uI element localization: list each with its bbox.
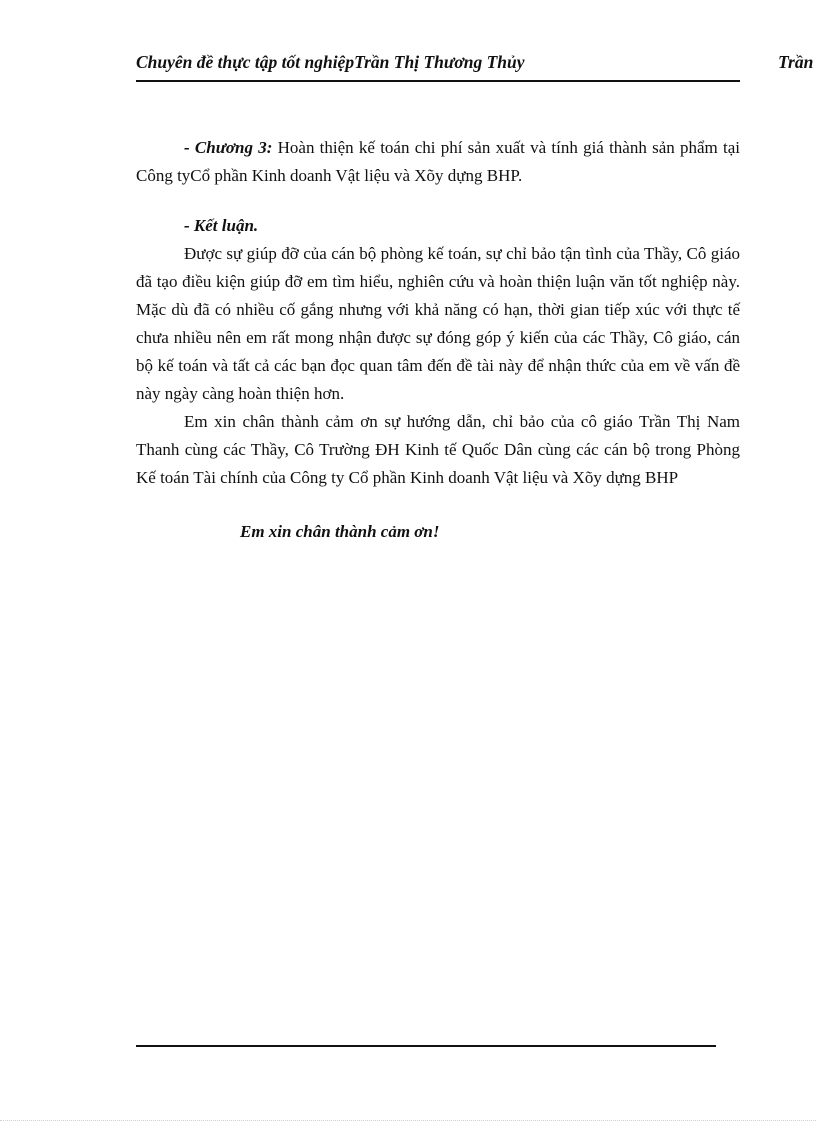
conclusion-heading-text: - Kết luận. <box>184 216 259 235</box>
chapter3-text: Hoàn thiện kế toán chi phí sản xuất và tính giá thành sản phẩm tại Công tyCổ phần Kinh doanh Vật liệu và Xõy dựng BHP. <box>136 138 741 185</box>
chapter3-label: - Chương 3: <box>184 138 273 157</box>
conclusion-paragraph-1: Được sự giúp đỡ của cán bộ phòng kế toán, sự chỉ bảo tận tình của Thầy, Cô giáo đã tạo điều kiện giúp đỡ em tìm hiểu, nghiên cứu và hoàn thiện luận văn tốt nghiệp này. Mặc dù đã có nhiều cố gắng nhưng với khả năng có hạn, thời gian tiếp xúc với thực tế chưa nhiều nên em rất mong nhận được sự đóng góp ý kiến của các Thầy, Cô giáo, cán bộ kế toán và tất cả các bạn đọc quan tâm đến đề tài này để nhận thức của em về vấn đề này ngày càng hoàn thiện hơn. <box>136 244 740 403</box>
conclusion-paragraph-2: Em xin chân thành cảm ơn sự hướng dẫn, chỉ bảo của cô giáo Trần Thị Nam Thanh cùng các Thầy, Cô Trường ĐH Kinh tế Quốc Dân cùng các cán bộ trong Phòng Kế toán Tài chính của Công ty Cổ phần Kinh doanh Vật liệu và Xõy dựng BHP <box>136 412 740 487</box>
page-header <box>136 50 814 82</box>
chapter3-paragraph <box>136 134 740 190</box>
section-spacer <box>136 190 740 212</box>
footer-rule <box>136 1045 716 1047</box>
closing-thanks: Em xin chân thành cảm ơn! <box>240 522 440 541</box>
closing-spacer <box>136 492 740 518</box>
conclusion-heading <box>136 212 740 240</box>
header-author-overflow: Trần <box>778 52 814 72</box>
page-edge <box>0 1120 816 1121</box>
document-body <box>136 134 740 546</box>
header-title: Chuyên đề thực tập tốt nghiệpTrần Thị Thương Thủy <box>136 52 525 72</box>
